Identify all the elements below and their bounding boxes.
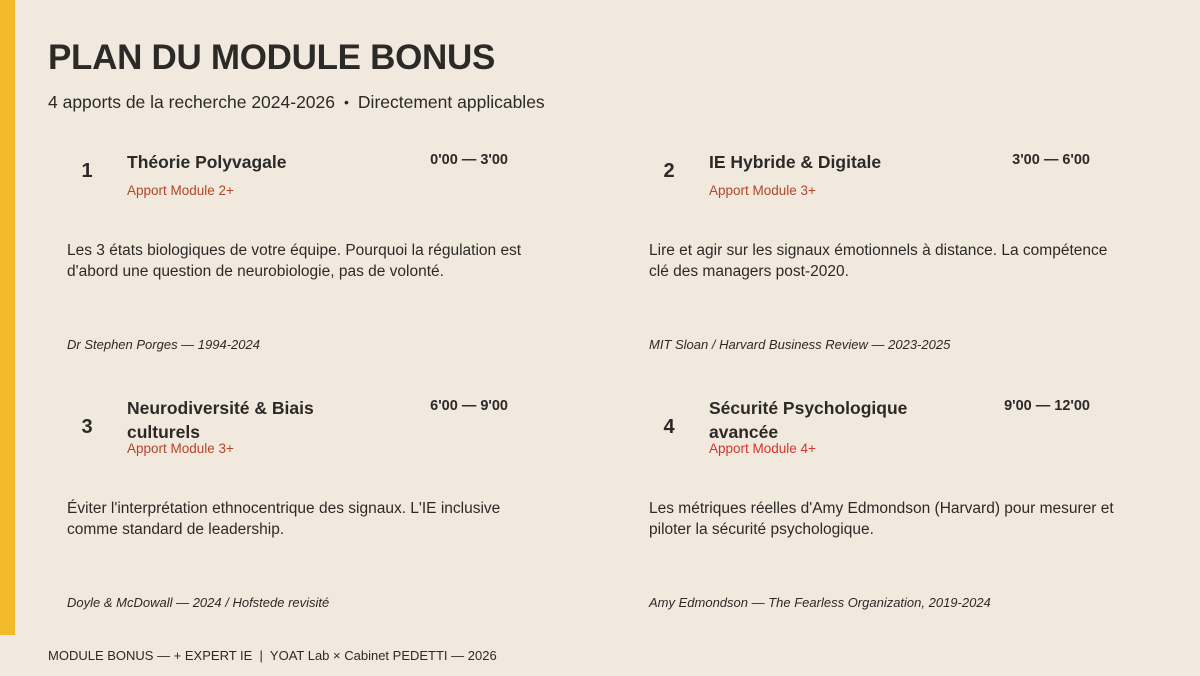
module-title: Théorie Polyvagale xyxy=(127,152,287,172)
module-time: 6'00 — 9'00 xyxy=(430,398,508,414)
module-card-1 xyxy=(67,150,547,385)
module-title: Neurodiversité & Biais culturels xyxy=(127,398,314,442)
module-time: 0'00 — 3'00 xyxy=(430,152,508,168)
accent-bar xyxy=(0,0,15,635)
module-number: 2 xyxy=(663,160,675,182)
subtitle-left: 4 apports de la recherche 2024-2026 xyxy=(48,92,336,112)
module-source: MIT Sloan / Harvard Business Review — 2023-2025 xyxy=(649,337,951,352)
module-description: Les métriques réelles d'Amy Edmondson (Harvard) pour mesurer et piloter la sécurité psychologique. xyxy=(649,500,1114,538)
module-source: Amy Edmondson — The Fearless Organization, 2019-2024 xyxy=(649,595,991,610)
module-title: Sécurité Psychologique avancée xyxy=(709,398,908,442)
module-description: Les 3 états biologiques de votre équipe. Pourquoi la régulation est d'abord une question de neurobiologie, pas de volonté. xyxy=(67,242,522,280)
module-time: 9'00 — 12'00 xyxy=(1004,398,1090,414)
page-title: PLAN DU MODULE BONUS xyxy=(48,38,496,77)
module-source: Doyle & McDowall — 2024 / Hofstede revisité xyxy=(67,595,330,610)
module-number: 4 xyxy=(663,416,675,438)
module-apport: Apport Module 3+ xyxy=(127,441,234,456)
page-subtitle xyxy=(48,92,545,113)
footer: MODULE BONUS — + EXPERT IE | YOAT Lab × Cabinet PEDETTI — 2026 xyxy=(48,648,497,663)
module-number: 3 xyxy=(81,416,93,438)
module-description: Lire et agir sur les signaux émotionnels à distance. La compétence clé des managers post-2020. xyxy=(649,242,1108,280)
module-source: Dr Stephen Porges — 1994-2024 xyxy=(67,337,260,352)
subtitle-right: Directement applicables xyxy=(357,92,545,112)
module-apport: Apport Module 4+ xyxy=(709,441,816,456)
module-apport: Apport Module 3+ xyxy=(709,183,816,198)
module-title: IE Hybride & Digitale xyxy=(709,152,882,172)
module-card-4 xyxy=(649,396,1129,631)
module-description: Éviter l'interprétation ethnocentrique des signaux. L'IE inclusive comme standard de leadership. xyxy=(67,500,501,538)
module-apport: Apport Module 2+ xyxy=(127,183,234,198)
module-card-3 xyxy=(67,396,547,631)
module-number: 1 xyxy=(81,160,93,182)
module-time: 3'00 — 6'00 xyxy=(1012,152,1090,168)
bullet-separator: • xyxy=(344,94,349,110)
module-card-2 xyxy=(649,150,1129,385)
